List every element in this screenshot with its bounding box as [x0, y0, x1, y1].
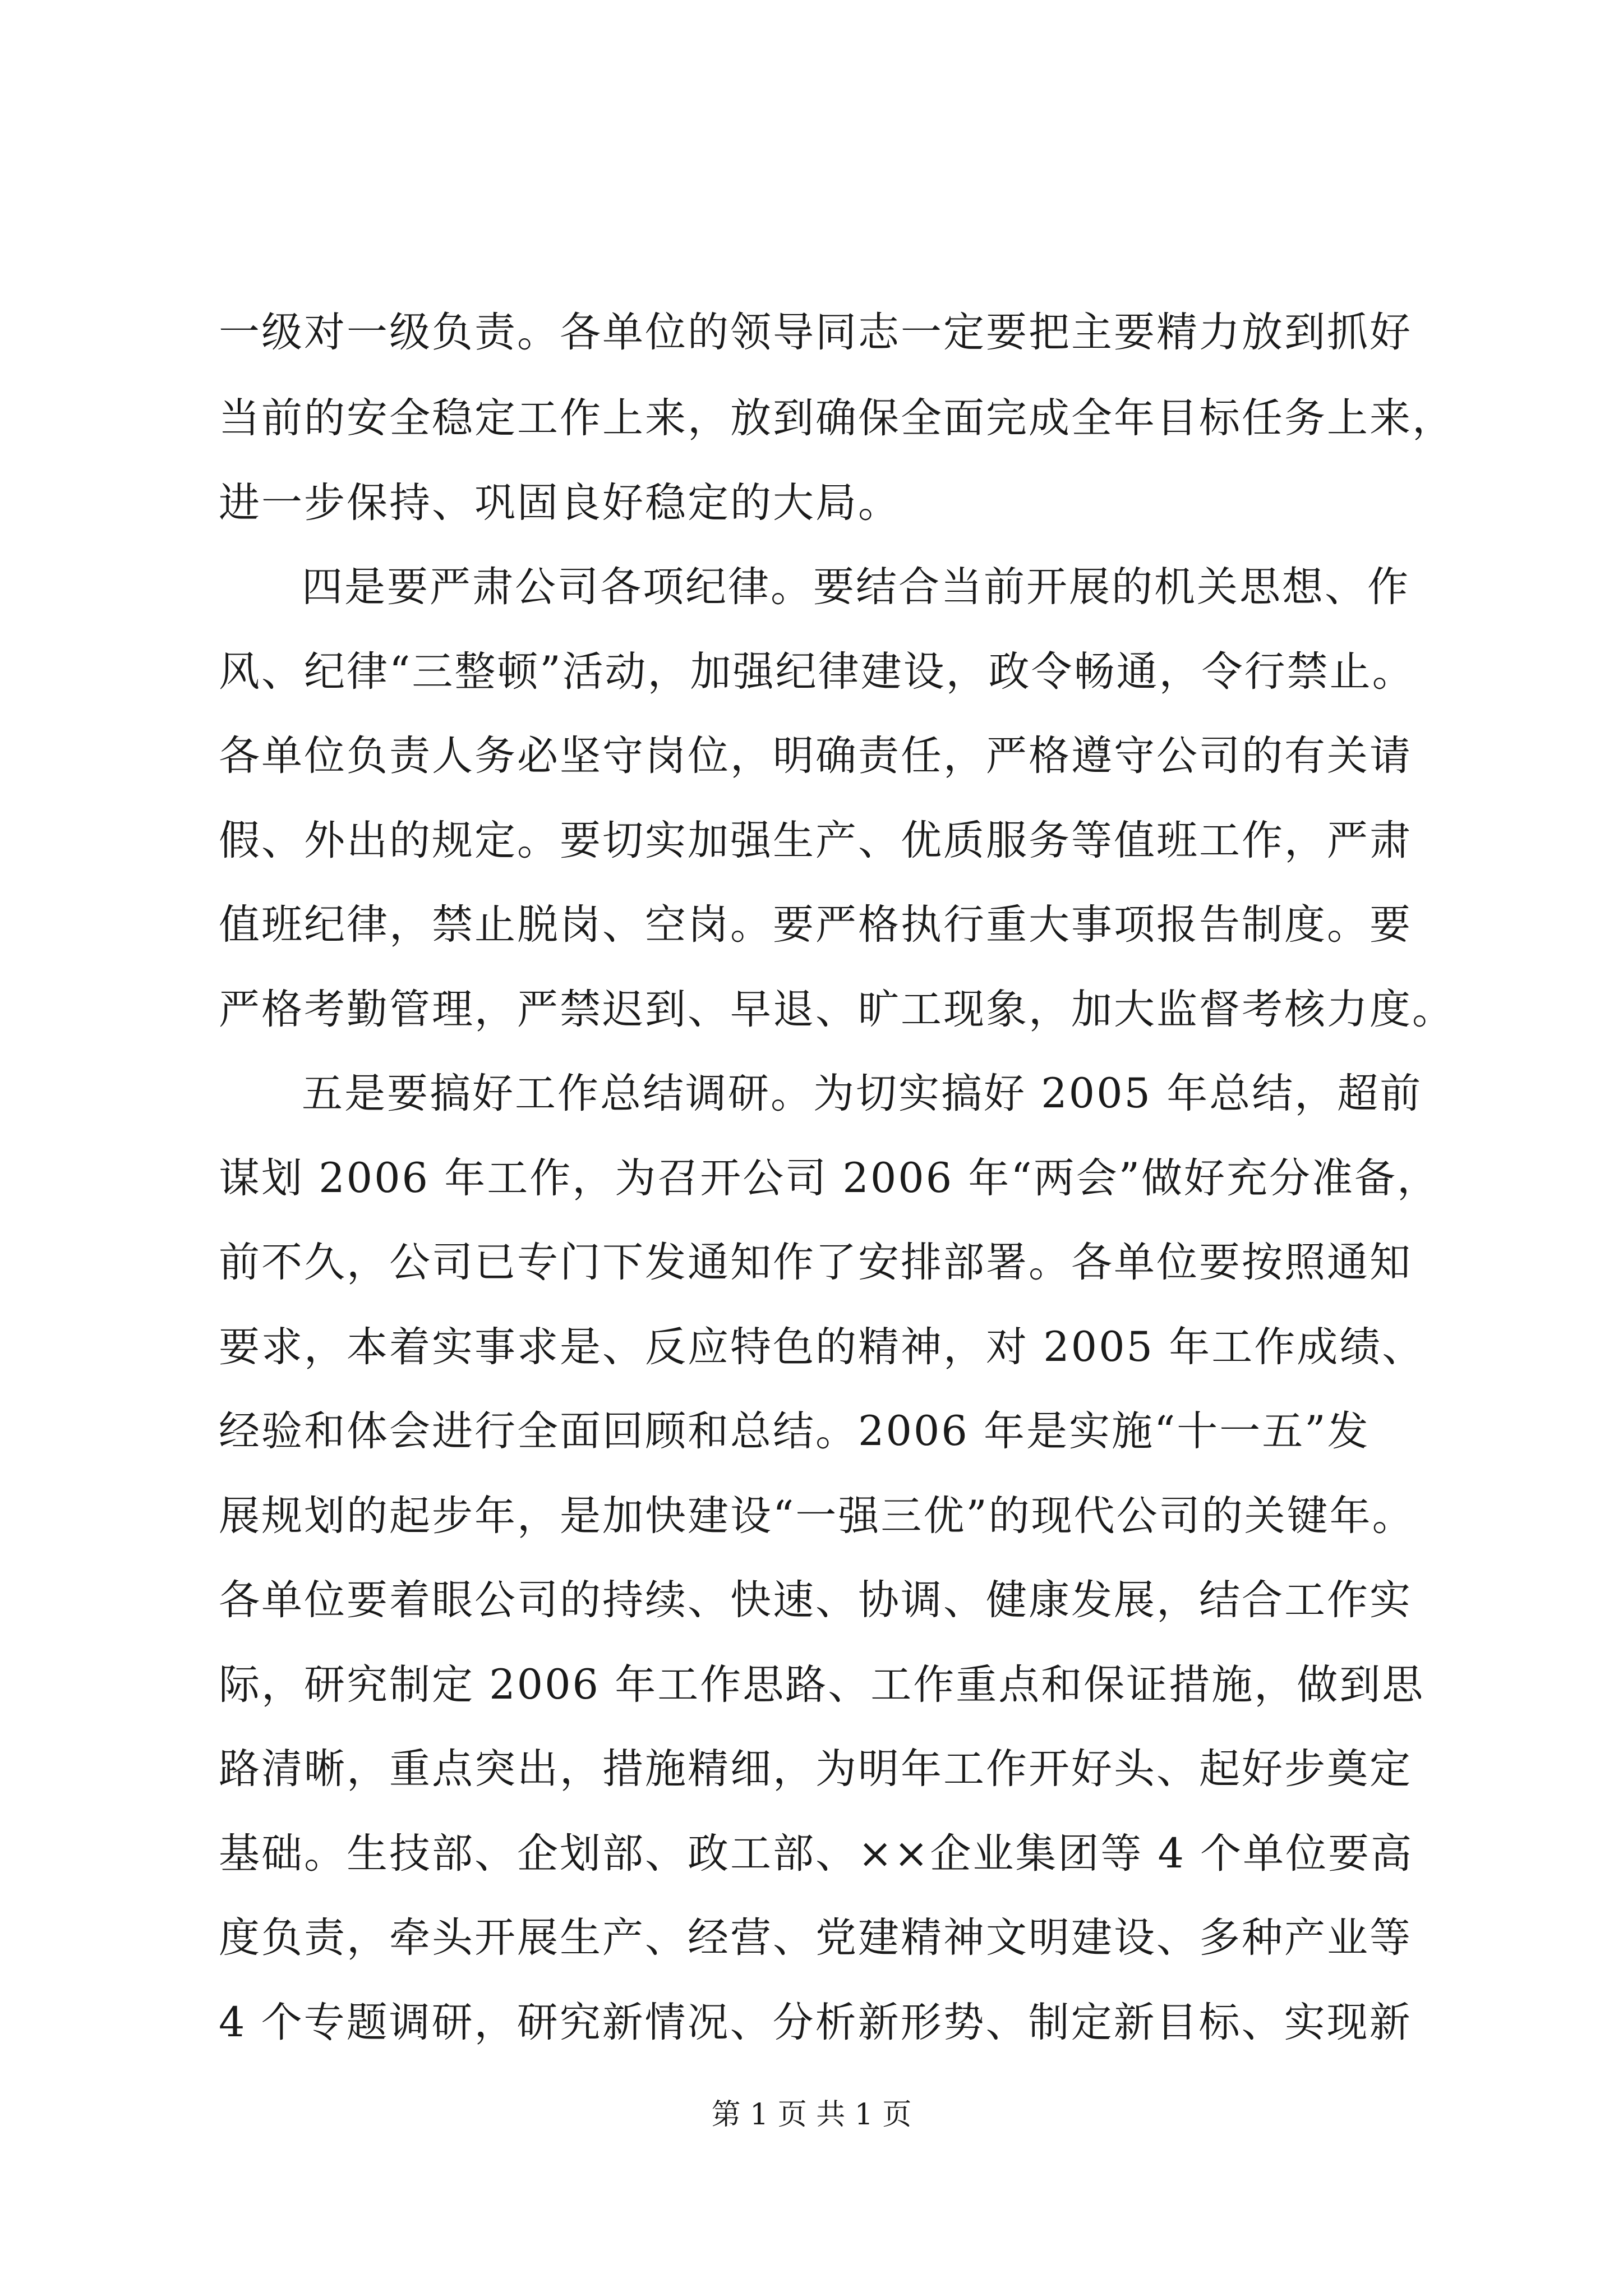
text-line: 展规划的起步年，是加快建设“一强三优”的现代公司的关键年。	[219, 1492, 1415, 1540]
text-line: 各单位负责人务必坚守岗位，明确责任，严格遵守公司的有关请	[219, 732, 1412, 780]
text-line: 严格考勤管理，严禁迟到、早退、旷工现象，加大监督考核力度。	[219, 986, 1455, 1033]
text-line: 前不久，公司已专门下发通知作了安排部署。各单位要按照通知	[219, 1239, 1412, 1286]
text-line: 4 个专题调研，研究新情况、分析新形势、制定新目标、实现新	[219, 1999, 1412, 2046]
text-line: 一级对一级负责。各单位的领导同志一定要把主要精力放到抓好	[219, 309, 1412, 356]
page-number: 第 1 页 共 1 页	[711, 2098, 912, 2132]
text-line: 度负责，牵头开展生产、经营、党建精神文明建设、多种产业等	[219, 1914, 1412, 1962]
text-line: 假、外出的规定。要切实加强生产、优质服务等值班工作，严肃	[219, 817, 1412, 864]
page-footer	[0, 2095, 1623, 2134]
paragraph-start-line: 四是要严肃公司各项纪律。要结合当前开展的机关思想、作	[302, 563, 1410, 611]
text-line: 当前的安全稳定工作上来，放到确保全面完成全年目标任务上来，	[219, 394, 1455, 442]
text-line: 各单位要着眼公司的持续、快速、协调、健康发展，结合工作实	[219, 1576, 1412, 1624]
paragraph-start-line: 五是要搞好工作总结调研。为切实搞好 2005 年总结，超前	[302, 1070, 1423, 1117]
text-line: 际，研究制定 2006 年工作思路、工作重点和保证措施，做到思	[219, 1661, 1425, 1709]
text-line: 值班纪律，禁止脱岗、空岗。要严格执行重大事项报告制度。要	[219, 901, 1412, 949]
text-line: 路清晰，重点突出，措施精细，为明年工作开好头、起好步奠定	[219, 1745, 1412, 1793]
text-line: 要求，本着实事求是、反应特色的精神，对 2005 年工作成绩、	[219, 1323, 1425, 1371]
text-line: 进一步保持、巩固良好稳定的大局。	[219, 479, 901, 527]
text-line: 风、纪律“三整顿”活动，加强纪律建设，政令畅通，令行禁止。	[219, 648, 1415, 696]
text-line: 经验和体会进行全面回顾和总结。2006 年是实施“十一五”发	[219, 1407, 1370, 1455]
text-line: 谋划 2006 年工作，为召开公司 2006 年“两会”做好充分准备，	[219, 1154, 1440, 1202]
text-line: 基础。生技部、企划部、政工部、××企业集团等 4 个单位要高	[219, 1830, 1414, 1878]
